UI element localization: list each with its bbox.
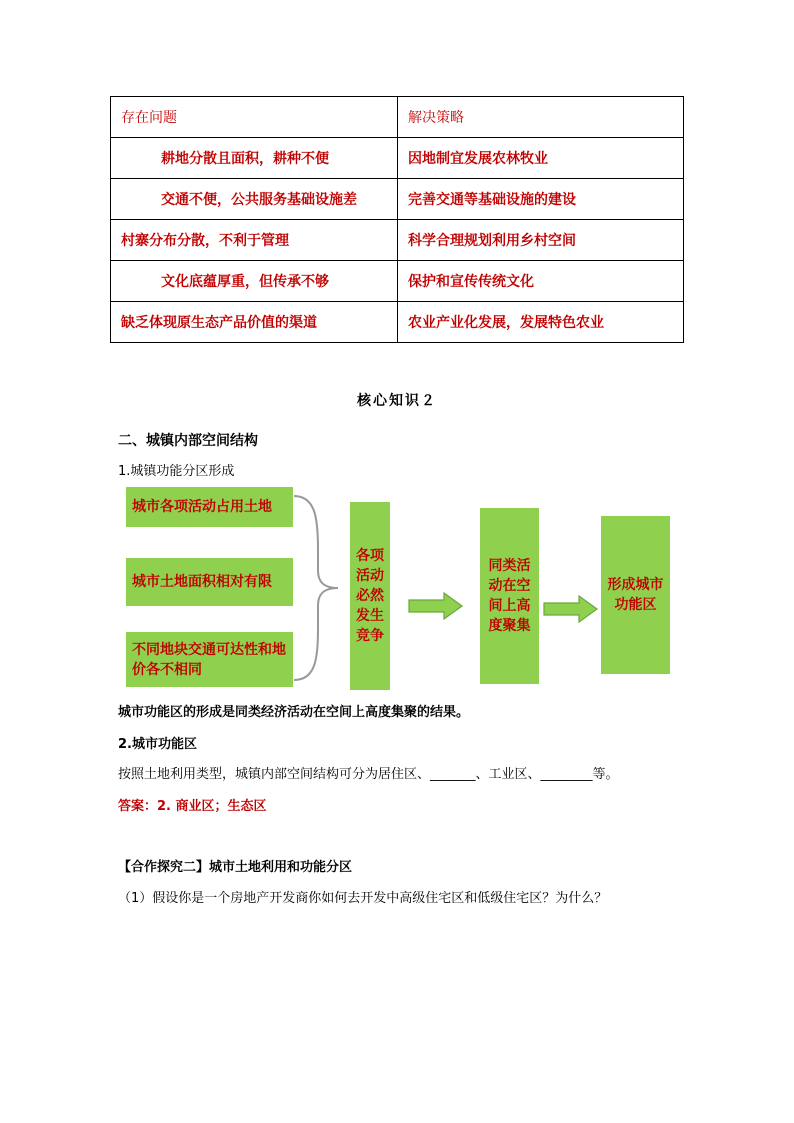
cause-box-land-use: 城市各项活动占用土地 xyxy=(126,487,293,527)
step-box-functional-zone: 形成城市功能区 xyxy=(601,516,670,674)
problem-cell: 文化底蕴厚重，但传承不够 xyxy=(111,261,398,302)
answer-text: 答案：2. 商业区；生态区 xyxy=(118,799,267,814)
strategy-cell: 农业产业化发展，发展特色农业 xyxy=(398,302,684,343)
arrow-right-icon xyxy=(408,592,464,620)
problem-cell: 村寨分布分散，不利于管理 xyxy=(111,220,398,261)
heading-functional-zones: 2.城市功能区 xyxy=(118,737,197,752)
strategy-cell: 因地制宜发展农林牧业 xyxy=(398,138,684,179)
arrow-right-icon xyxy=(543,595,599,623)
fill-blank-paragraph: 按照土地利用类型，城镇内部空间结构可分为居住区、_______、工业区、________等。 xyxy=(118,767,619,782)
table-header-row xyxy=(111,97,684,138)
cause-box-accessibility-price: 不同地块交通可达性和地价各不相同 xyxy=(126,632,293,687)
strategy-cell: 科学合理规划利用乡村空间 xyxy=(398,220,684,261)
table-row xyxy=(111,138,684,179)
table-row xyxy=(111,261,684,302)
table-row xyxy=(111,179,684,220)
step-box-competition: 各项活动必然发生竞争 xyxy=(350,502,390,690)
table-row xyxy=(111,220,684,261)
header-strategy: 解决策略 xyxy=(398,97,684,138)
heading-zoning-formation: 1.城镇功能分区形成 xyxy=(118,464,235,479)
step-box-agglomeration: 同类活动在空间上高度聚集 xyxy=(480,508,539,684)
table-row xyxy=(111,302,684,343)
problem-strategy-table xyxy=(110,96,684,343)
problem-cell: 耕地分散且面积，耕种不便 xyxy=(111,138,398,179)
strategy-cell: 完善交通等基础设施的建设 xyxy=(398,179,684,220)
problem-cell: 缺乏体现原生态产品价值的渠道 xyxy=(111,302,398,343)
header-problem: 存在问题 xyxy=(111,97,398,138)
heading-urban-structure: 二、城镇内部空间结构 xyxy=(118,433,258,449)
cause-box-limited-land: 城市土地面积相对有限 xyxy=(126,558,293,606)
question-1: （1）假设你是一个房地产开发商你如何去开发中高级住宅区和低级住宅区？为什么？ xyxy=(118,891,608,906)
section-title: 核心知识２ xyxy=(357,393,437,409)
strategy-cell: 保护和宣传传统文化 xyxy=(398,261,684,302)
curly-brace xyxy=(290,490,350,686)
conclusion-text: 城市功能区的形成是同类经济活动在空间上高度集聚的结果。 xyxy=(118,705,470,720)
cooperative-inquiry-title: 【合作探究二】城市土地利用和功能分区 xyxy=(118,860,353,875)
problem-cell: 交通不便，公共服务基础设施差 xyxy=(111,179,398,220)
